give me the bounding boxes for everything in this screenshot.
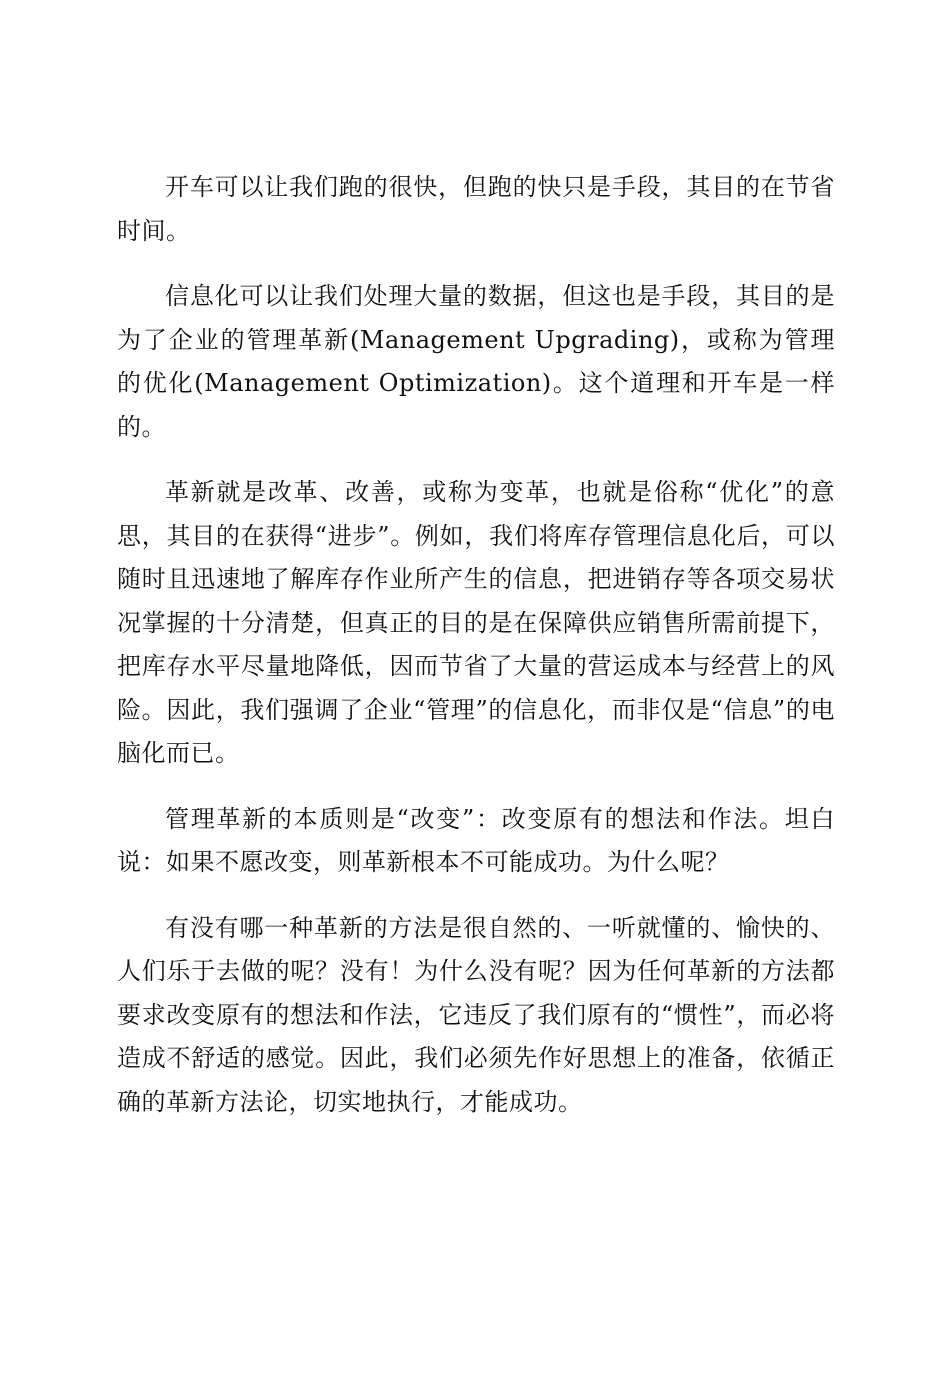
paragraph-driving: 开车可以让我们跑的很快，但跑的快只是手段，其目的在节省时间。 — [117, 173, 835, 245]
paragraph-informatization: 信息化可以让我们处理大量的数据，但这也是手段，其目的是为了企业的管理革新(Management Upgrading)，或称为管理的优化(Management Optimization)。这个道理和开车是一样的。 — [117, 282, 835, 441]
paragraph-innovation: 革新就是改革、改善，或称为变革，也就是俗称“优化”的意思，其目的在获得“进步”。例如，我们将库存管理信息化后，可以随时且迅速地了解库存作业所产生的信息，把进销存等各项交易状况掌握的十分清楚，但真正的目的是在保障供应销售所需前提下，把库存水平尽量地降低，因而节省了大量的营运成本与经营上的风险。因此，我们强调了企业“管理”的信息化，而非仅是“信息”的电脑化而已。 — [117, 478, 835, 767]
document-body — [117, 166, 835, 1124]
paragraph-change: 管理革新的本质则是“改变”：改变原有的想法和作法。坦白说：如果不愿改变，则革新根本不可能成功。为什么呢？ — [117, 804, 835, 876]
paragraph-inertia: 有没有哪一种革新的方法是很自然的、一听就懂的、愉快的、人们乐于去做的呢？没有！为什么没有呢？因为任何革新的方法都要求改变原有的想法和作法，它违反了我们原有的“惯性”，而必将造成不舒适的感觉。因此，我们必须先作好思想上的准备，依循正确的革新方法论，切实地执行，才能成功。 — [117, 913, 835, 1116]
